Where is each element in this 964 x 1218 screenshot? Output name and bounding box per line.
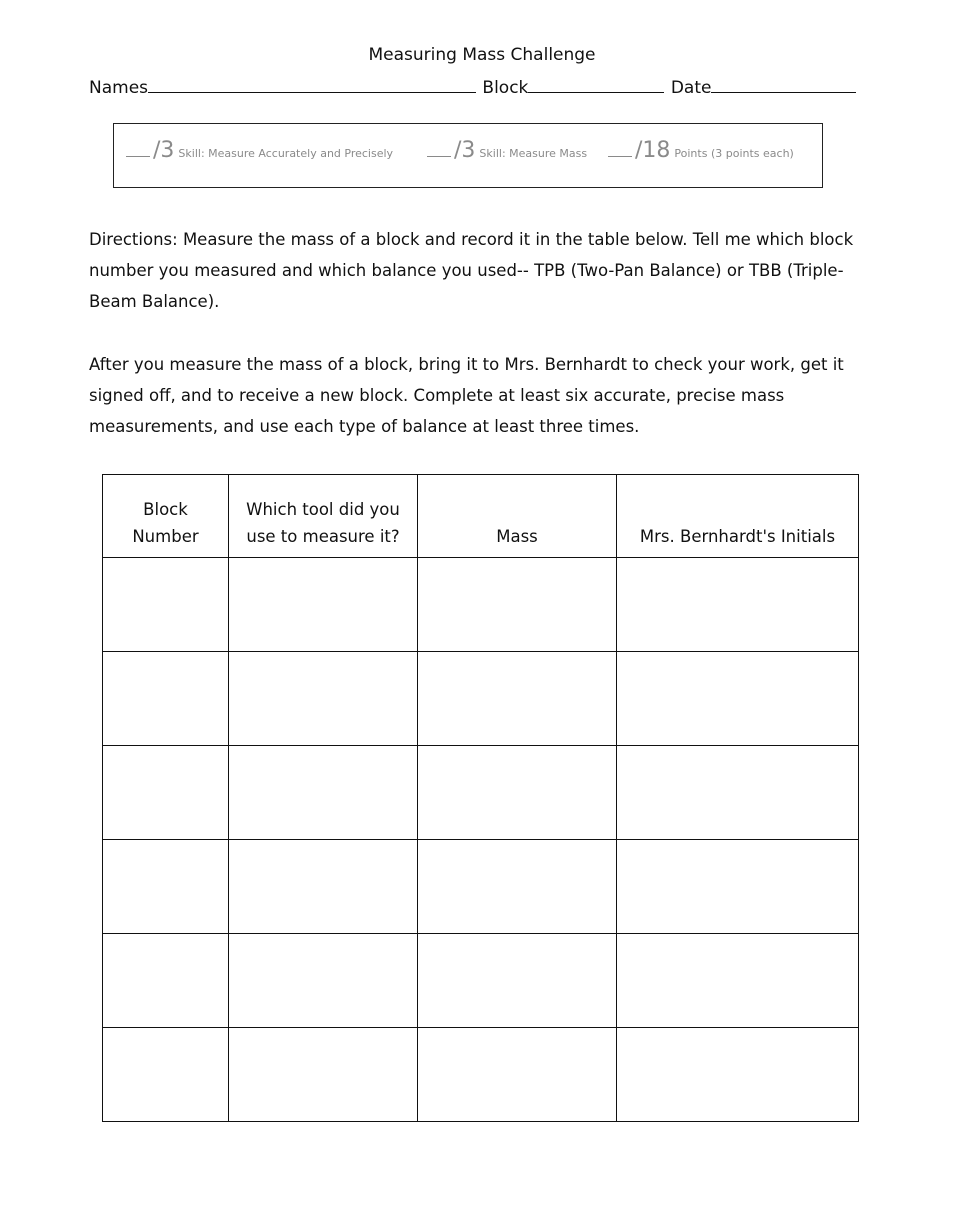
- table-header-row: [103, 475, 859, 558]
- header-tool: [229, 475, 418, 558]
- cell-initials[interactable]: [617, 1028, 859, 1122]
- cell-tool[interactable]: [229, 840, 418, 934]
- directions-paragraph: Directions: Measure the mass of a block and record it in the table below. Tell me which block number you measured and which balance you used-- TPB (Two-Pan Balance) or TBB (Triple-Beam Balance).: [89, 230, 854, 311]
- header-tool-line2: use to measure it?: [246, 527, 400, 546]
- page-title: Measuring Mass Challenge: [368, 45, 596, 65]
- cell-mass[interactable]: [418, 746, 617, 840]
- header-fields: [89, 76, 856, 99]
- cell-tool[interactable]: [229, 1028, 418, 1122]
- header-block-number: [103, 475, 229, 558]
- table-row: [103, 840, 859, 934]
- instructions-paragraph: After you measure the mass of a block, bring it to Mrs. Bernhardt to check your work, get it signed off, and to receive a new block. Complete at least six accurate, precise mass measurements, and use each type of balance at least three times.: [89, 355, 844, 436]
- date-label: Date: [670, 78, 712, 98]
- table-row: [103, 934, 859, 1028]
- cell-tool[interactable]: [229, 746, 418, 840]
- table-row: [103, 746, 859, 840]
- score-accuracy-label: Skill: Measure Accurately and Precisely: [178, 147, 394, 160]
- score-points-field[interactable]: [608, 142, 632, 157]
- header-mass: Mass: [418, 475, 617, 558]
- cell-mass[interactable]: [418, 558, 617, 652]
- cell-initials[interactable]: [617, 746, 859, 840]
- score-points: [608, 138, 794, 163]
- header-tool-line1: Which tool did you: [246, 500, 400, 519]
- score-accuracy-max: /3: [153, 138, 175, 163]
- score-points-max: /18: [635, 138, 671, 163]
- table-row: [103, 1028, 859, 1122]
- cell-block-number[interactable]: [103, 1028, 229, 1122]
- table-row: [103, 558, 859, 652]
- names-label: Names: [89, 78, 149, 98]
- score-mass: [427, 138, 587, 163]
- cell-initials[interactable]: [617, 934, 859, 1028]
- cell-tool[interactable]: [229, 934, 418, 1028]
- cell-mass[interactable]: [418, 934, 617, 1028]
- block-field[interactable]: [528, 76, 664, 93]
- cell-block-number[interactable]: [103, 558, 229, 652]
- score-box: [113, 123, 823, 188]
- names-field[interactable]: [148, 76, 476, 93]
- score-mass-max: /3: [454, 138, 476, 163]
- cell-mass[interactable]: [418, 652, 617, 746]
- date-field[interactable]: [711, 76, 856, 93]
- cell-block-number[interactable]: [103, 840, 229, 934]
- cell-mass[interactable]: [418, 1028, 617, 1122]
- cell-tool[interactable]: [229, 652, 418, 746]
- score-mass-field[interactable]: [427, 142, 451, 157]
- mass-table: [102, 474, 859, 1122]
- block-label: Block: [482, 78, 529, 98]
- cell-initials[interactable]: [617, 652, 859, 746]
- header-block-number-line2: Number: [132, 527, 199, 546]
- cell-block-number[interactable]: [103, 746, 229, 840]
- cell-initials[interactable]: [617, 840, 859, 934]
- score-accuracy: [126, 138, 393, 163]
- table-row: [103, 652, 859, 746]
- cell-block-number[interactable]: [103, 934, 229, 1028]
- cell-tool[interactable]: [229, 558, 418, 652]
- score-accuracy-field[interactable]: [126, 142, 150, 157]
- score-mass-label: Skill: Measure Mass: [479, 147, 588, 160]
- header-initials: Mrs. Bernhardt's Initials: [617, 475, 859, 558]
- cell-initials[interactable]: [617, 558, 859, 652]
- header-block-number-line1: Block: [143, 500, 188, 519]
- score-points-label: Points (3 points each): [674, 147, 794, 160]
- cell-mass[interactable]: [418, 840, 617, 934]
- cell-block-number[interactable]: [103, 652, 229, 746]
